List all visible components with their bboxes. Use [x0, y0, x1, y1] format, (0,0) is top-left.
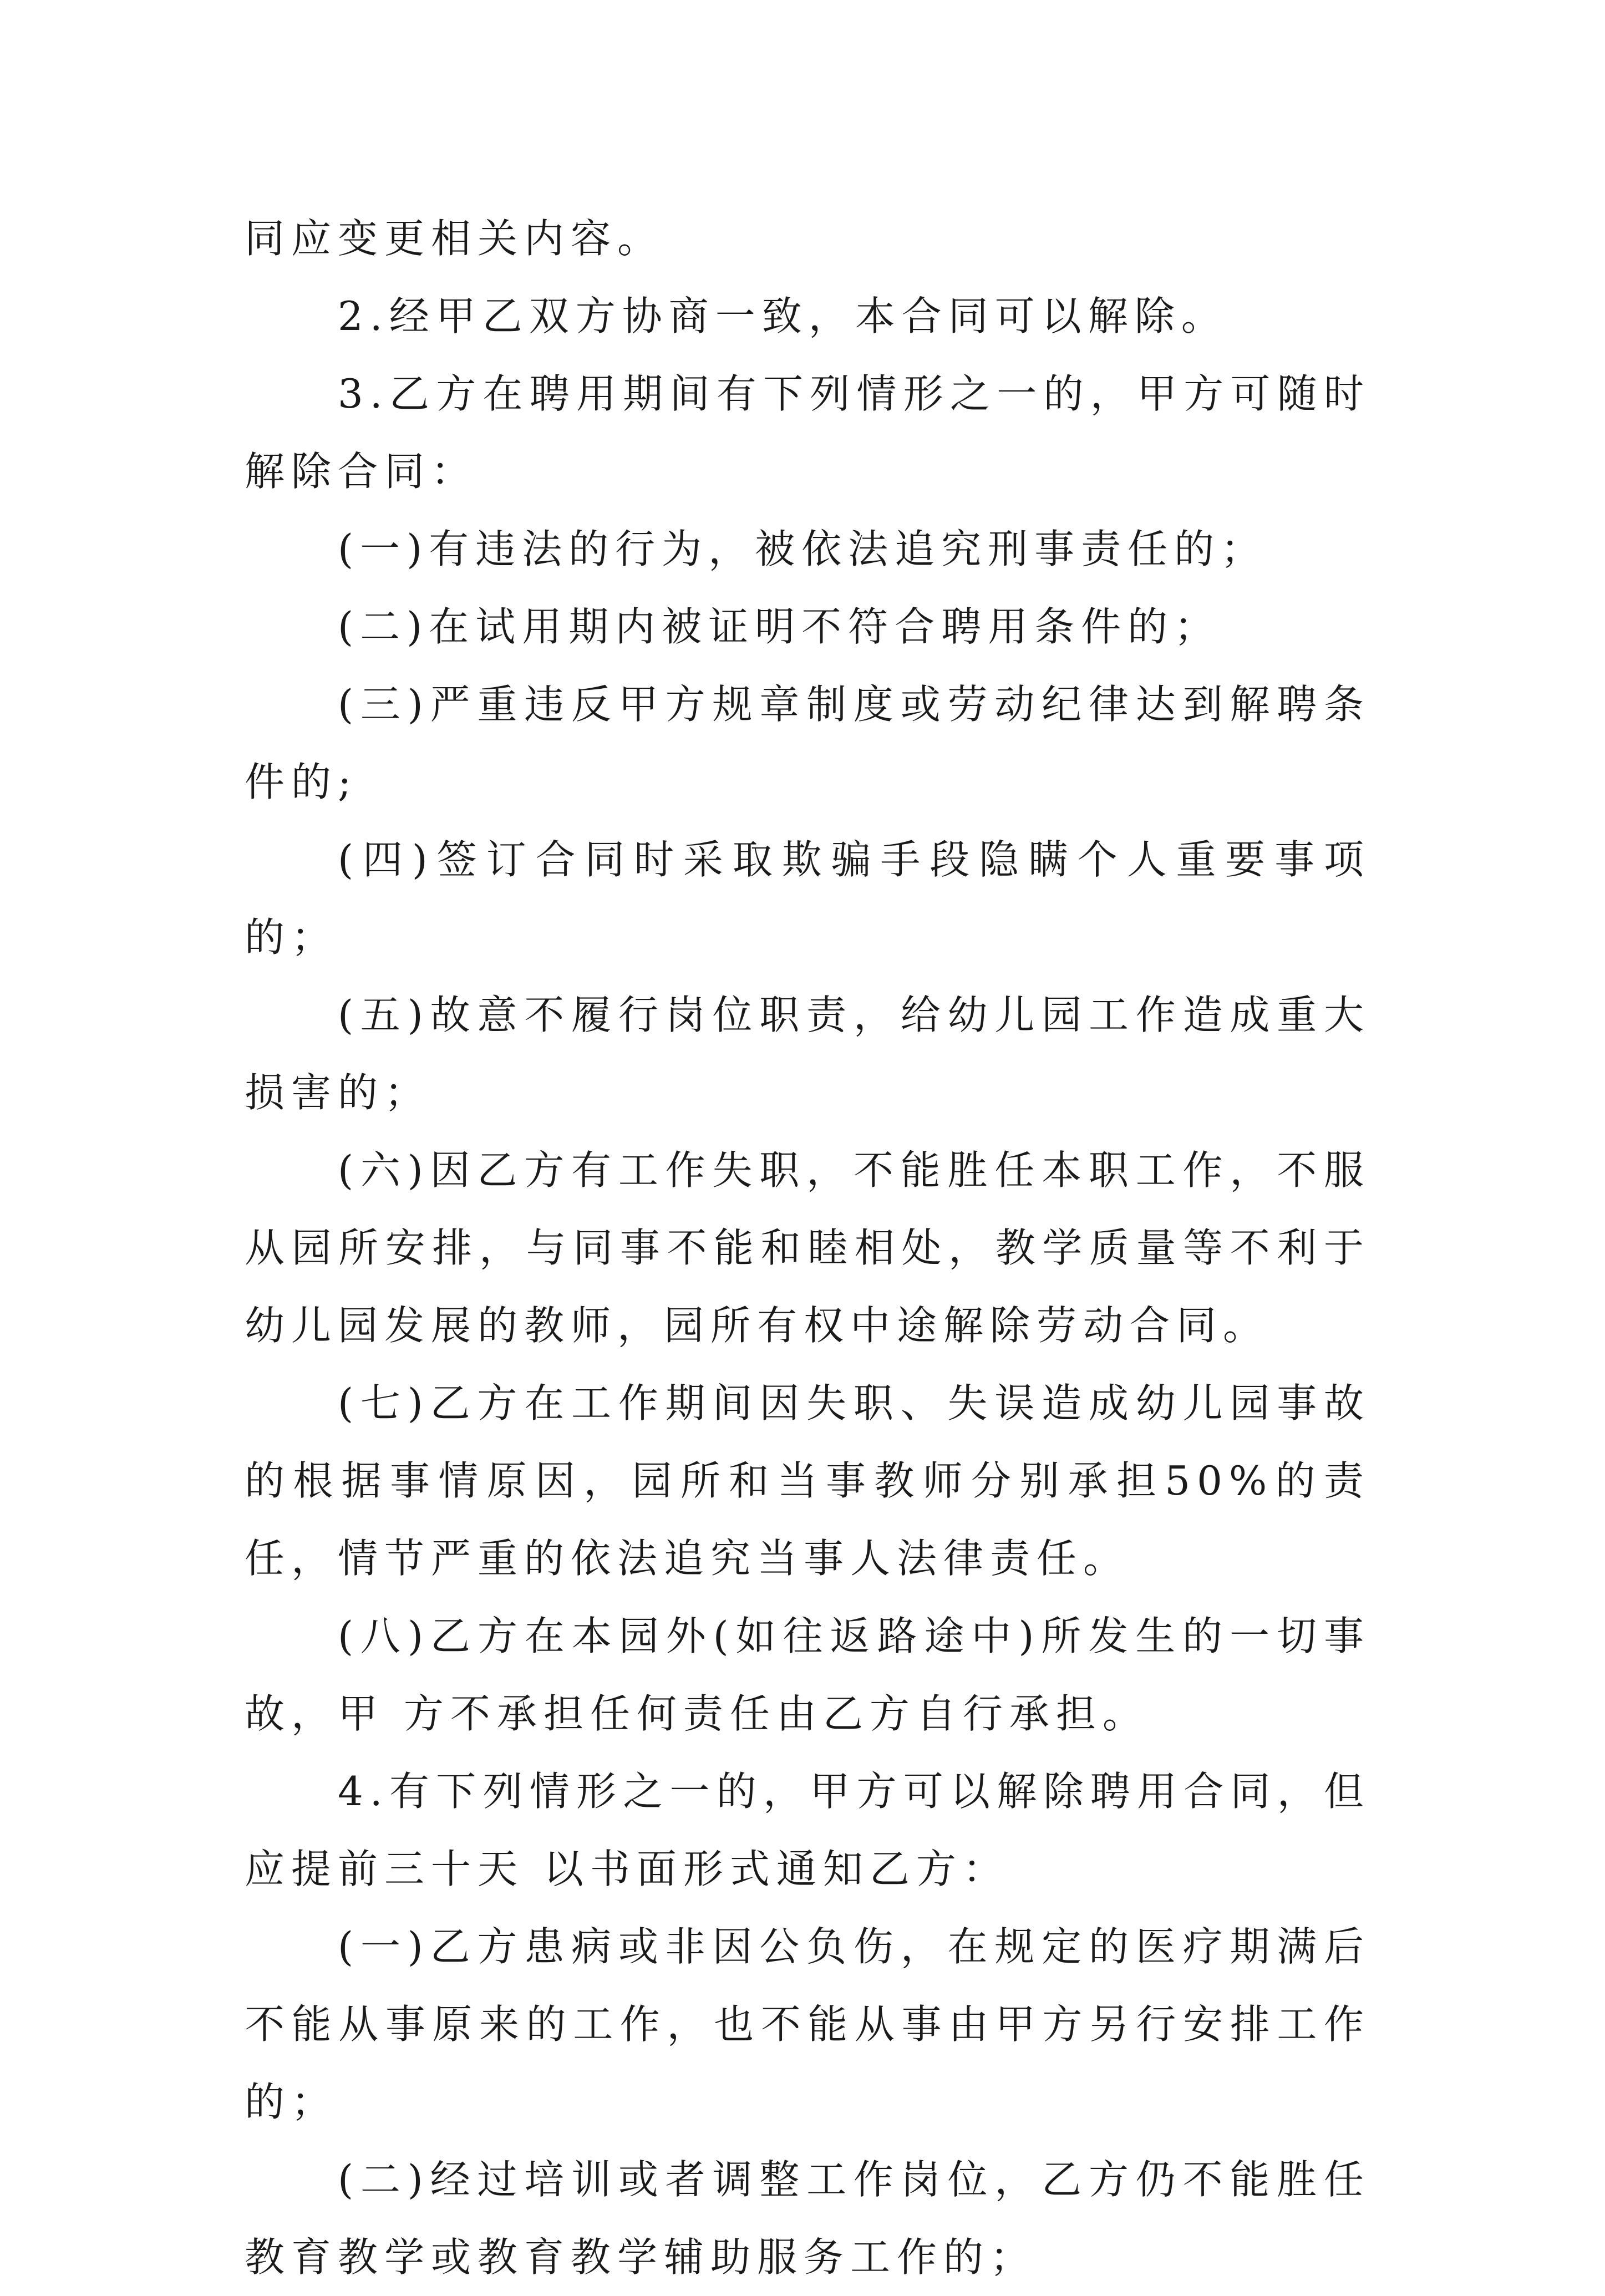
- paragraph-item-4-1: (一)乙方患病或非因公负伤，在规定的医疗期满后不能从事原来的工作，也不能从事由甲方另行安排工作的；: [245, 1923, 1370, 2125]
- paragraph-clause-continuation: 同应变更相关内容。: [245, 215, 664, 262]
- paragraph-clause-4: 4.有下列情形之一的，甲方可以解除聘用合同，但应提前三十天 以书面形式通知乙方：: [245, 1768, 1370, 1892]
- contract-text: [245, 200, 1370, 2296]
- paragraph-item-4-2: (二)经过培训或者调整工作岗位，乙方仍不能胜任教育教学或教育教学辅助服务工作的；: [245, 2156, 1370, 2280]
- paragraph-item-3-6: (六)因乙方有工作失职，不能胜任本职工作，不服从园所安排，与同事不能和睦相处，教学质量等不利于幼儿园发展的教师，园所有权中途解除劳动合同。: [245, 1147, 1370, 1349]
- paragraph-item-3-3: (三)严重违反甲方规章制度或劳动纪律达到解聘条件的;: [245, 681, 1370, 805]
- paragraph-item-3-2: (二)在试用期内被证明不符合聘用条件的；: [338, 603, 1221, 650]
- paragraph-item-3-1: (一)有违法的行为，被依法追究刑事责任的；: [338, 526, 1268, 572]
- paragraph-item-3-8: (八)乙方在本园外(如往返路途中)所发生的一切事故，甲 方不承担任何责任由乙方自行承担。: [245, 1613, 1370, 1737]
- paragraph-clause-2: 2.经甲乙双方协商一致，本合同可以解除。: [338, 293, 1228, 339]
- paragraph-item-3-5: (五)故意不履行岗位职责，给幼儿园工作造成重大损害的；: [245, 992, 1370, 1116]
- paragraph-item-3-7: (七)乙方在工作期间因失职、失误造成幼儿园事故的根据事情原因，园所和当事教师分别承担50%的责任，情节严重的依法追究当事人法律责任。: [245, 1380, 1370, 1582]
- paragraph-item-3-4: (四)签订合同时采取欺骗手段隐瞒个人重要事项的；: [245, 836, 1370, 961]
- paragraph-clause-3: 3.乙方在聘用期间有下列情形之一的，甲方可随时解除合同：: [245, 370, 1370, 495]
